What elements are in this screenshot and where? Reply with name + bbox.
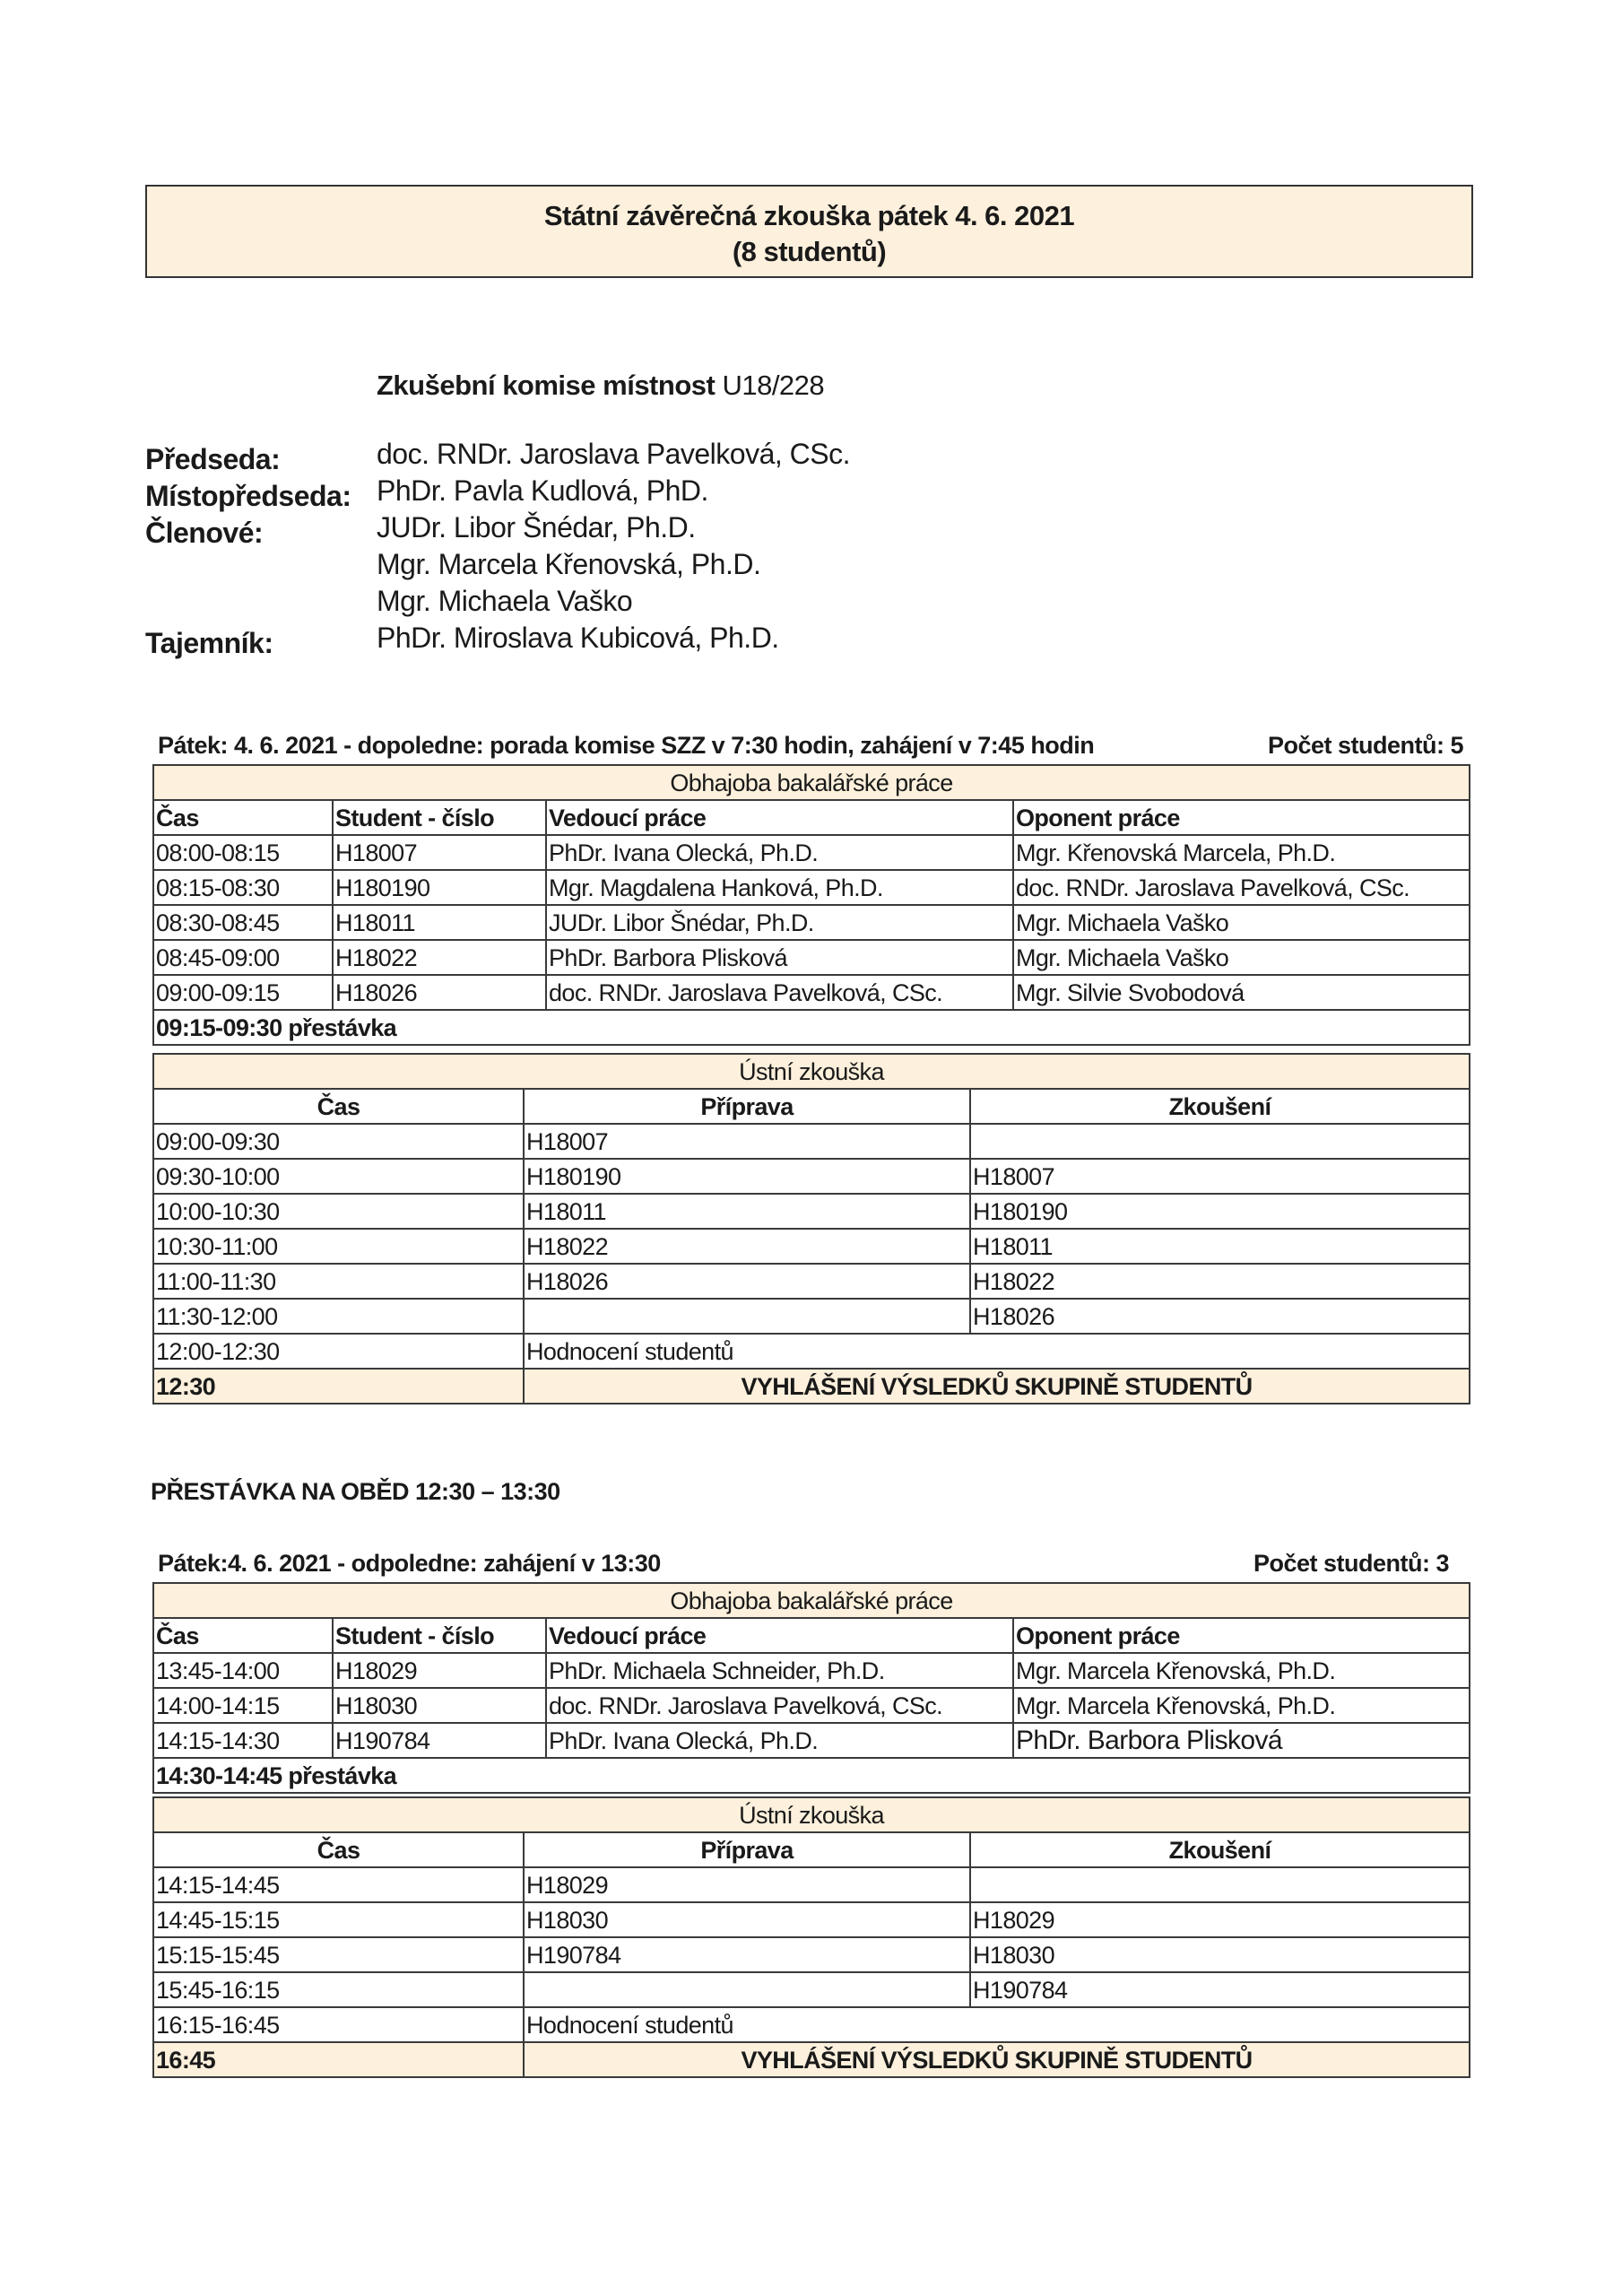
- cell-time: 08:00-08:15: [153, 835, 333, 870]
- cell-time: 15:45-16:15: [153, 1972, 524, 2007]
- cell-examination: [970, 1124, 1470, 1159]
- member-role: Členové:: [145, 517, 264, 549]
- cell-examination: [970, 1867, 1470, 1902]
- cell-time: 09:00-09:30: [153, 1124, 524, 1159]
- break-label: 14:30-14:45 přestávka: [153, 1758, 1470, 1793]
- evaluation-label: Hodnocení studentů: [524, 1334, 1470, 1369]
- cell-time: 11:00-11:30: [153, 1264, 524, 1299]
- cell-preparation: H18011: [524, 1194, 970, 1229]
- table-row: [153, 1937, 1470, 1972]
- cell-supervisor: PhDr. Ivana Olecká, Ph.D.: [546, 1723, 1013, 1758]
- cell-student: H190784: [333, 1723, 546, 1758]
- cell-student: H18026: [333, 975, 546, 1010]
- commission-heading: [377, 370, 824, 402]
- defense-section-title: Obhajoba bakalářské práce: [153, 765, 1470, 800]
- section-header-row: [153, 765, 1470, 800]
- cell-supervisor: PhDr. Ivana Olecká, Ph.D.: [546, 835, 1013, 870]
- morning-session-heading: [158, 732, 1463, 760]
- column-header-row: [153, 800, 1470, 835]
- cell-opponent: Mgr. Michaela Vaško: [1013, 940, 1470, 975]
- cell-preparation: H18026: [524, 1264, 970, 1299]
- cell-supervisor: PhDr. Barbora Plisková: [546, 940, 1013, 975]
- table-row: [153, 1229, 1470, 1264]
- announcement-time: 12:30: [153, 1369, 524, 1404]
- cell-supervisor: doc. RNDr. Jaroslava Pavelková, CSc.: [546, 975, 1013, 1010]
- oral-section-title: Ústní zkouška: [153, 1797, 1470, 1832]
- student-count: Počet studentů: 5: [1267, 732, 1463, 759]
- cell-time: 14:15-14:45: [153, 1867, 524, 1902]
- col-header-opponent: Oponent práce: [1013, 800, 1470, 835]
- member-role: Předseda:: [145, 443, 281, 475]
- cell-time: 14:00-14:15: [153, 1688, 333, 1723]
- cell-time: 10:30-11:00: [153, 1229, 524, 1264]
- table-row: [153, 870, 1470, 905]
- table-row: [153, 835, 1470, 870]
- cell-examination: H18030: [970, 1937, 1470, 1972]
- commission-label: Zkušební komise místnost: [377, 370, 716, 401]
- cell-opponent: Mgr. Marcela Křenovská, Ph.D.: [1013, 1688, 1470, 1723]
- cell-time: 11:30-12:00: [153, 1299, 524, 1334]
- section-header-row: [153, 1797, 1470, 1832]
- cell-examination: H18007: [970, 1159, 1470, 1194]
- session-title: Pátek:4. 6. 2021 - odpoledne: zahájení v 13:30: [158, 1550, 661, 1577]
- cell-time: 09:00-09:15: [153, 975, 333, 1010]
- cell-time: 12:00-12:30: [153, 1334, 524, 1369]
- cell-supervisor: Mgr. Magdalena Hanková, Ph.D.: [546, 870, 1013, 905]
- col-header-student: Student - číslo: [333, 1618, 546, 1653]
- evaluation-row: [153, 2007, 1470, 2042]
- section-header-row: [153, 1054, 1470, 1089]
- break-label: 09:15-09:30 přestávka: [153, 1010, 1470, 1045]
- member-role: Tajemník:: [145, 627, 273, 659]
- cell-student: H18011: [333, 905, 546, 940]
- cell-opponent: Mgr. Michaela Vaško: [1013, 905, 1470, 940]
- cell-examination: H18029: [970, 1902, 1470, 1937]
- col-header-time: Čas: [153, 1618, 333, 1653]
- announcement-row: [153, 2042, 1470, 2077]
- cell-opponent: Mgr. Křenovská Marcela, Ph.D.: [1013, 835, 1470, 870]
- member-name: Mgr. Michaela Vaško: [377, 585, 633, 617]
- col-header-opponent: Oponent práce: [1013, 1618, 1470, 1653]
- table-row: [153, 1972, 1470, 2007]
- cell-preparation: H190784: [524, 1937, 970, 1972]
- cell-time: 14:15-14:30: [153, 1723, 333, 1758]
- col-header-time: Čas: [153, 1089, 524, 1124]
- cell-examination: H18011: [970, 1229, 1470, 1264]
- evaluation-row: [153, 1334, 1470, 1369]
- col-header-preparation: Příprava: [524, 1089, 970, 1124]
- cell-preparation: [524, 1299, 970, 1334]
- table-row: [153, 1902, 1470, 1937]
- table-row: [153, 1723, 1470, 1758]
- cell-student: H18030: [333, 1688, 546, 1723]
- cell-time: 13:45-14:00: [153, 1653, 333, 1688]
- document-title: Státní závěrečná zkouška pátek 4. 6. 2021: [543, 200, 1075, 231]
- announcement-time: 16:45: [153, 2042, 524, 2077]
- member-name: JUDr. Libor Šnédar, Ph.D.: [377, 511, 696, 544]
- table-row: [153, 1299, 1470, 1334]
- cell-time: 10:00-10:30: [153, 1194, 524, 1229]
- cell-opponent: Mgr. Silvie Svobodová: [1013, 975, 1470, 1010]
- cell-supervisor: JUDr. Libor Šnédar, Ph.D.: [546, 905, 1013, 940]
- cell-student: H18029: [333, 1653, 546, 1688]
- table-row: [153, 1194, 1470, 1229]
- column-header-row: [153, 1618, 1470, 1653]
- morning-oral-table: [152, 1053, 1470, 1405]
- cell-examination: H180190: [970, 1194, 1470, 1229]
- oral-section-title: Ústní zkouška: [153, 1054, 1470, 1089]
- commission-room: U18/228: [722, 370, 825, 401]
- col-header-examination: Zkoušení: [970, 1832, 1470, 1867]
- cell-preparation: H18007: [524, 1124, 970, 1159]
- member-name: PhDr. Pavla Kudlová, PhD.: [377, 474, 708, 507]
- morning-defense-table: [152, 764, 1470, 1046]
- cell-time: 16:15-16:45: [153, 2007, 524, 2042]
- cell-student: H18007: [333, 835, 546, 870]
- cell-preparation: H18029: [524, 1867, 970, 1902]
- cell-preparation: H18030: [524, 1902, 970, 1937]
- document-subtitle: (8 studentů): [732, 236, 887, 267]
- member-name: doc. RNDr. Jaroslava Pavelková, CSc.: [377, 438, 850, 470]
- cell-student: H180190: [333, 870, 546, 905]
- announcement-label: VYHLÁŠENÍ VÝSLEDKŮ SKUPINĚ STUDENTŮ: [524, 2042, 1470, 2077]
- table-row: [153, 1688, 1470, 1723]
- table-row: [153, 1159, 1470, 1194]
- col-header-time: Čas: [153, 800, 333, 835]
- cell-supervisor: PhDr. Michaela Schneider, Ph.D.: [546, 1653, 1013, 1688]
- table-row: [153, 1867, 1470, 1902]
- cell-time: 14:45-15:15: [153, 1902, 524, 1937]
- cell-opponent: doc. RNDr. Jaroslava Pavelková, CSc.: [1013, 870, 1470, 905]
- cell-supervisor: doc. RNDr. Jaroslava Pavelková, CSc.: [546, 1688, 1013, 1723]
- cell-examination: H18026: [970, 1299, 1470, 1334]
- cell-preparation: [524, 1972, 970, 2007]
- evaluation-label: Hodnocení studentů: [524, 2007, 1470, 2042]
- defense-section-title: Obhajoba bakalářské práce: [153, 1583, 1470, 1618]
- column-header-row: [153, 1089, 1470, 1124]
- member-name: Mgr. Marcela Křenovská, Ph.D.: [377, 548, 761, 580]
- col-header-examination: Zkoušení: [970, 1089, 1470, 1124]
- col-header-supervisor: Vedoucí práce: [546, 800, 1013, 835]
- table-row: [153, 1124, 1470, 1159]
- afternoon-oral-table: [152, 1796, 1470, 2078]
- afternoon-session-heading: [158, 1550, 1449, 1578]
- table-row: [153, 1264, 1470, 1299]
- student-count: Počet studentů: 3: [1253, 1550, 1449, 1577]
- column-header-row: [153, 1832, 1470, 1867]
- cell-preparation: H18022: [524, 1229, 970, 1264]
- section-header-row: [153, 1583, 1470, 1618]
- cell-preparation: H180190: [524, 1159, 970, 1194]
- col-header-supervisor: Vedoucí práce: [546, 1618, 1013, 1653]
- table-row: [153, 1653, 1470, 1688]
- session-title: Pátek: 4. 6. 2021 - dopoledne: porada komise SZZ v 7:30 hodin, zahájení v 7:45 hodin: [158, 732, 1095, 759]
- cell-opponent: Mgr. Marcela Křenovská, Ph.D.: [1013, 1653, 1470, 1688]
- cell-time: 09:30-10:00: [153, 1159, 524, 1194]
- cell-time: 08:30-08:45: [153, 905, 333, 940]
- col-header-preparation: Příprava: [524, 1832, 970, 1867]
- table-row: [153, 905, 1470, 940]
- break-row: [153, 1010, 1470, 1045]
- afternoon-defense-table: [152, 1582, 1470, 1794]
- lunch-break-label: PŘESTÁVKA NA OBĚD 12:30 – 13:30: [151, 1478, 560, 1505]
- table-row: [153, 975, 1470, 1010]
- col-header-student: Student - číslo: [333, 800, 546, 835]
- cell-examination: H18022: [970, 1264, 1470, 1299]
- member-name: PhDr. Miroslava Kubicová, Ph.D.: [377, 622, 779, 654]
- cell-time: 08:45-09:00: [153, 940, 333, 975]
- cell-time: 15:15-15:45: [153, 1937, 524, 1972]
- member-role: Místopředseda:: [145, 480, 351, 512]
- cell-opponent: PhDr. Barbora Plisková: [1013, 1723, 1470, 1758]
- col-header-time: Čas: [153, 1832, 524, 1867]
- announcement-row: [153, 1369, 1470, 1404]
- table-row: [153, 940, 1470, 975]
- cell-student: H18022: [333, 940, 546, 975]
- break-row: [153, 1758, 1470, 1793]
- cell-examination: H190784: [970, 1972, 1470, 2007]
- announcement-label: VYHLÁŠENÍ VÝSLEDKŮ SKUPINĚ STUDENTŮ: [524, 1369, 1470, 1404]
- cell-time: 08:15-08:30: [153, 870, 333, 905]
- document-title-box: [145, 185, 1473, 278]
